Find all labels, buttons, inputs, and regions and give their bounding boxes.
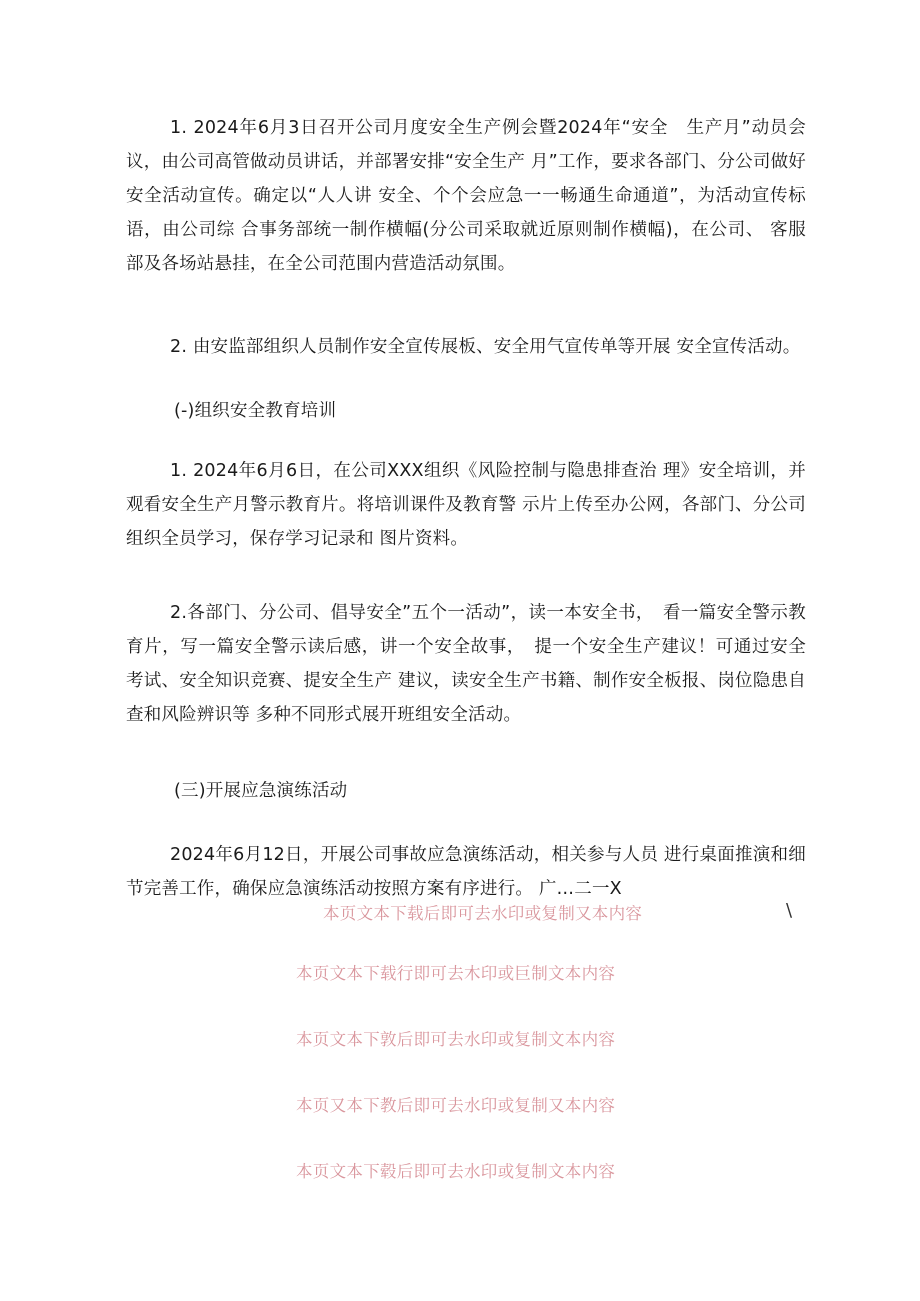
paragraph-five-ones-activity: 2.各部门、分公司、倡导安全”五个一活动”，读一本安全书， 看一篇安全警示教育片，写一篇安全警示读后感，讲一个安全故事， 提一个安全生产建议！可通过安全考试、安全知识竞赛、提安全生产 建议，读安全生产书籍、制作安全板报、岗位隐患自查和风险辨识等 多种不同形式展开班组安全活动。: [126, 603, 806, 725]
section-heading-training: (-)组织安全教育培训: [174, 401, 337, 421]
watermark-line: 本页又本下教后即可去水印或复制又本内容: [296, 1096, 616, 1115]
paragraph-training-session: 1. 2024年6月6日，在公司XXX组织《风险控制与隐患排查治 理》安全培训，并观看安全生产月警示教育片。将培训课件及教育警 示片上传至办公网，各部门、分公司组织全员学习，保存学习记录和 图片资料。: [126, 461, 806, 549]
watermark-line: 本页文本下毂后即可去水印或复制文本内容: [296, 1162, 616, 1181]
paragraph-safety-publicity: 2. 由安监部组织人员制作安全宣传展板、安全用气宣传单等开展 安全宣传活动。: [170, 337, 801, 357]
paragraph-emergency-drill: 2024年6月12日，开展公司事故应急演练活动，相关参与人员 进行桌面推演和细节完善工作，确保应急演练活动按照方案有序进行。 广…二一X: [126, 845, 806, 899]
paragraph-meeting-mobilization: 1. 2024年6月3日召开公司月度安全生产例会暨2024年“安全 生产月”动员会议，由公司高管做动员讲话，并部署安排“安全生产 月”工作，要求各部门、分公司做好安全活动宣传。确定以“人人讲 安全、个个会应急一一畅通生命通道”，为活动宣传标语，由公司综 合事务部统一制作横幅(分公司采取就近原则制作横幅)，在公司、 客服部及各场站悬挂，在全公司范围内营造活动氛围。: [126, 118, 806, 274]
section-heading-emergency-drill: (三)开展应急演练活动: [174, 781, 348, 801]
watermark-line: 本页文本下载行即可去木印或巨制文本内容: [296, 964, 616, 983]
stray-mark: \: [786, 900, 793, 921]
watermark-line: 本页文本下敦后即可去水印或复制文本内容: [296, 1030, 616, 1049]
watermark-line: 本页文本下载后即可去水印或复制又本内容: [323, 904, 643, 923]
